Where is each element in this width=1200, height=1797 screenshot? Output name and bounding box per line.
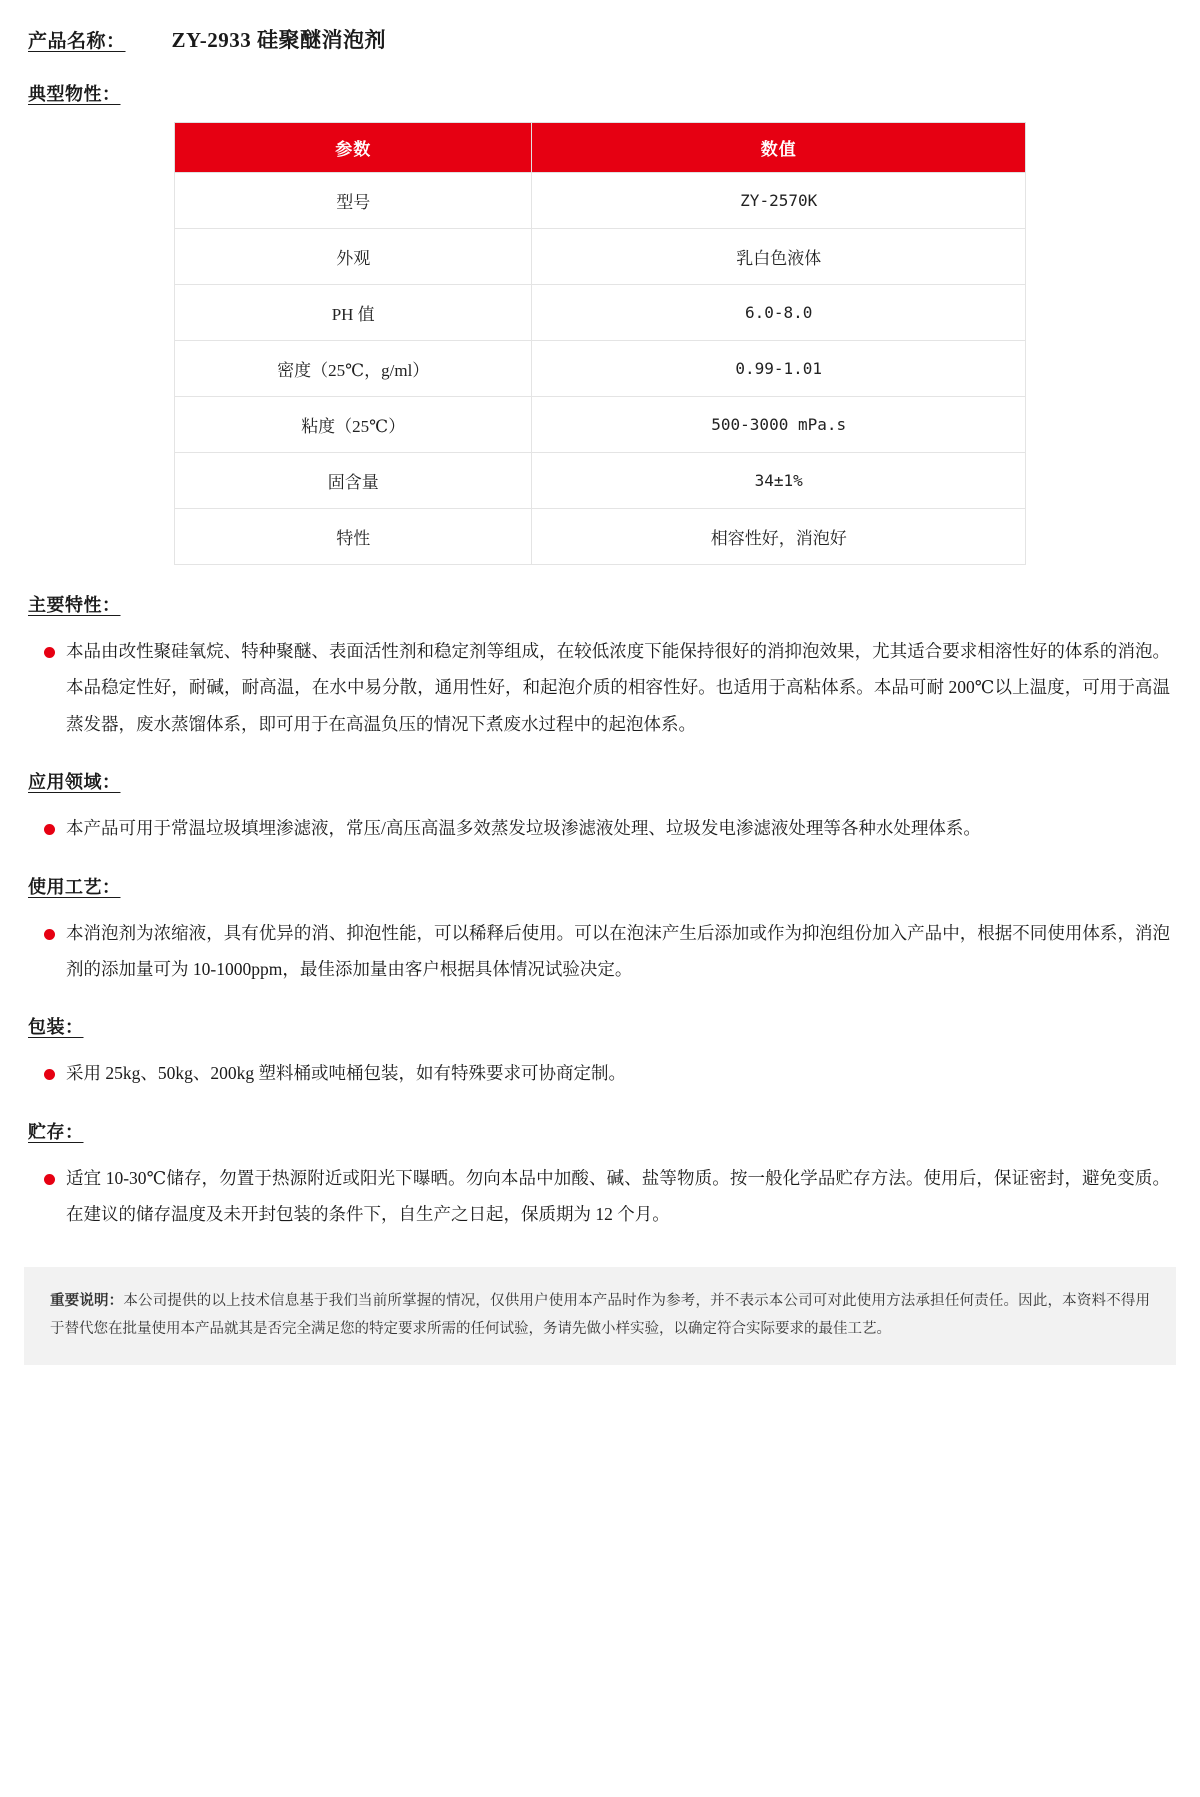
table-row: [175, 285, 1026, 341]
section-heading-features: 主要特性：: [28, 595, 121, 615]
cell-param: PH 值: [175, 285, 532, 341]
packaging-list: [24, 1055, 1176, 1091]
section-heading-applications: 应用领域：: [28, 772, 121, 793]
cell-param: 密度（25℃，g/ml）: [175, 341, 532, 397]
features-list: [24, 633, 1176, 742]
section-heading-properties: 典型物性：: [28, 84, 121, 104]
table-header-row: [175, 123, 1026, 173]
table-row: [175, 509, 1026, 565]
applications-list: [24, 810, 1176, 846]
cell-param: 外观: [175, 229, 532, 285]
list-item: 本消泡剂为浓缩液，具有优异的消、抑泡性能，可以稀释后使用。可以在泡沫产生后添加或作为抑泡组份加入产品中，根据不同使用体系，消泡剂的添加量可为 10-1000ppm，最佳添加量由客户根据具体情况试验决定。: [24, 915, 1176, 988]
usage-list: [24, 915, 1176, 988]
list-item: 本产品可用于常温垃圾填埋渗滤液，常压/高压高温多效蒸发垃圾渗滤液处理、垃圾发电渗滤液处理等各种水处理体系。: [24, 810, 1176, 846]
list-item: 采用 25kg、50kg、200kg 塑料桶或吨桶包装，如有特殊要求可协商定制。: [24, 1055, 1176, 1091]
important-note-text: 本公司提供的以上技术信息基于我们当前所掌握的情况，仅供用户使用本产品时作为参考，并不表示本公司可对此使用方法承担任何责任。因此，本资料不得用于替代您在批量使用本产品就其是否完全满足您的特定要求所需的任何试验，务请先做小样实验，以确定符合实际要求的最佳工艺。: [50, 1292, 1151, 1337]
table-header-param: 参数: [175, 123, 532, 173]
list-item: 适宜 10-30℃储存，勿置于热源附近或阳光下曝晒。勿向本品中加酸、碱、盐等物质。按一般化学品贮存方法。使用后，保证密封，避免变质。在建议的储存温度及未开封包装的条件下，自生产之日起，保质期为 12 个月。: [24, 1160, 1176, 1233]
cell-param: 固含量: [175, 453, 532, 509]
table-header-value: 数值: [532, 123, 1026, 173]
list-item: 本品由改性聚硅氧烷、特种聚醚、表面活性剂和稳定剂等组成，在较低浓度下能保持很好的消抑泡效果，尤其适合要求相溶性好的体系的消泡。本品稳定性好，耐碱，耐高温，在水中易分散，通用性好，和起泡介质的相容性好。也适用于高粘体系。本品可耐 200℃以上温度，可用于高温蒸发器，废水蒸馏体系，即可用于在高温负压的情况下煮废水过程中的起泡体系。: [24, 633, 1176, 742]
product-name-label: 产品名称：: [28, 31, 126, 52]
table-row: [175, 453, 1026, 509]
properties-table-wrapper: [24, 122, 1176, 565]
cell-value: 相容性好，消泡好: [532, 509, 1026, 565]
section-heading-storage: 贮存：: [28, 1121, 84, 1142]
cell-value: 500-3000 mPa.s: [532, 397, 1026, 453]
important-note-label: 重要说明：: [50, 1292, 124, 1309]
cell-value: 乳白色液体: [532, 229, 1026, 285]
table-row: [175, 229, 1026, 285]
table-row: [175, 173, 1026, 229]
cell-value: 6.0-8.0: [532, 285, 1026, 341]
important-note: [24, 1267, 1176, 1366]
table-row: [175, 341, 1026, 397]
cell-value: 0.99-1.01: [532, 341, 1026, 397]
section-heading-usage: 使用工艺：: [28, 876, 121, 897]
cell-value: 34±1%: [532, 453, 1026, 509]
properties-table-body: [175, 173, 1026, 565]
properties-table: [174, 122, 1026, 565]
product-name-value: ZY-2933 硅聚醚消泡剂: [171, 28, 387, 52]
cell-value: ZY-2570K: [532, 173, 1026, 229]
table-row: [175, 397, 1026, 453]
cell-param: 型号: [175, 173, 532, 229]
section-heading-packaging: 包装：: [28, 1017, 84, 1038]
cell-param: 粘度（25℃）: [175, 397, 532, 453]
storage-list: [24, 1160, 1176, 1233]
product-title-row: [24, 24, 1176, 54]
cell-param: 特性: [175, 509, 532, 565]
